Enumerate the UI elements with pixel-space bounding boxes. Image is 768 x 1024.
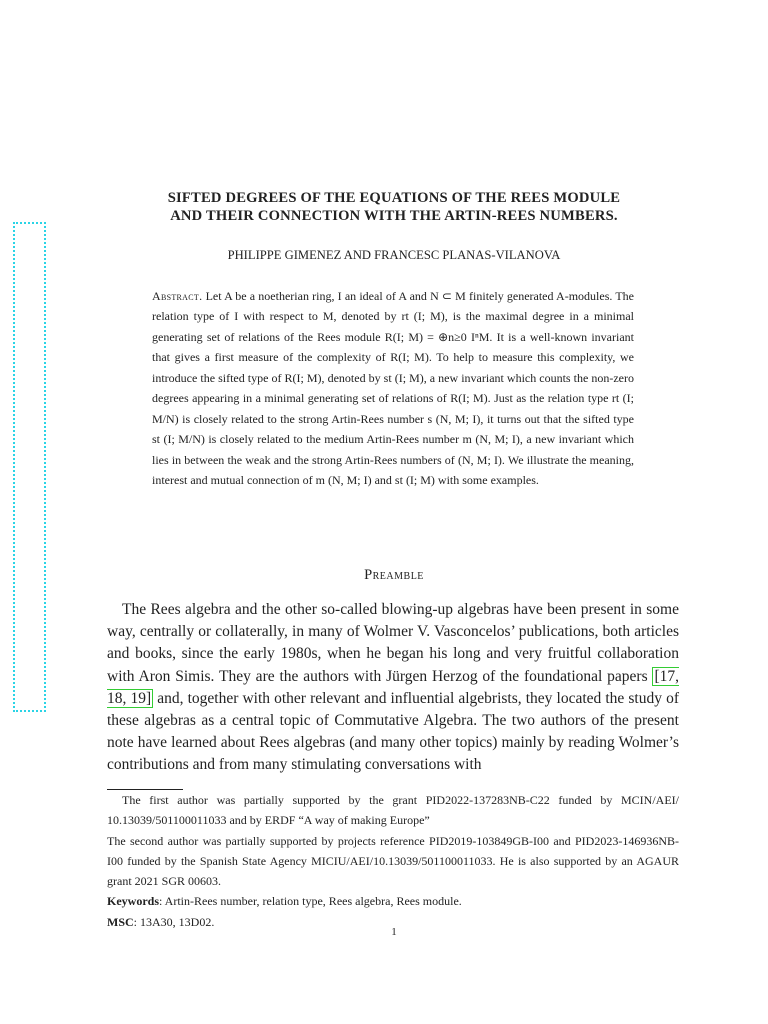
margin-link-box <box>13 222 46 712</box>
title-line-2: AND THEIR CONNECTION WITH THE ARTIN-REES NUMBERS. <box>170 208 618 224</box>
abstract <box>152 286 634 491</box>
msc-label: MSC <box>107 914 134 929</box>
preamble-text-2: and, together with other relevant and influential algebrists, they located the study of these algebras as a central topic of Commutative Algebra. The two authors of the present note have learned about Rees algebras (and many other topics) mainly by reading Wolmer’s contributions and from many stimulating conversations with <box>107 689 679 774</box>
abstract-label: Abstract. <box>152 289 203 303</box>
preamble-paragraph <box>107 599 679 777</box>
author-names: PHILIPPE GIMENEZ AND FRANCESC PLANAS-VILANOVA <box>227 248 561 262</box>
paper-title <box>100 189 688 225</box>
page-number: 1 <box>391 926 397 938</box>
keywords-label: Keywords <box>107 894 159 909</box>
preamble-text-1: The Rees algebra and the other so-called blowing-up algebras have been present in some way, centrally or collaterally, in many of Wolmer V. Vasconcelos’ publications, both articles and books, since the early 1980s, when he began his long and very fruitful collaboration with Aron Simis. They are the authors with Jürgen Herzog of the foundational papers <box>107 601 679 685</box>
title-line-1: SIFTED DEGREES OF THE EQUATIONS OF THE REES MODULE <box>167 190 621 206</box>
funding-note-2: The second author was partially supported by projects reference PID2019-103849GB-I00 and PID2023-146936NB-I00 funded by the Spanish State Agency MICIU/AEI/10.13039/501100011033. He is also supported by an AGAUR grant 2021 SGR 00603. <box>107 833 679 889</box>
abstract-text: Let A be a noetherian ring, I an ideal of A and N ⊂ M finitely generated A-modules. The relation type of I with respect to M, denoted by rt (I; M), is the maximal degree in a minimal generating set of relations of the Rees module R(I; M) = ⊕n≥0 IⁿM. It is a well-known invariant that gives a first measure of the complexity of R(I; M). To help to measure this complexity, we introduce the sifted type of R(I; M), denoted by st (I; M), a new invariant which counts the non-zero degrees appearing in a minimal generating set of relations of R(I; M). Just as the relation type rt (I; M/N) is closely related to the strong Artin-Rees number s (N, M; I), it turns out that the sifted type st (I; M/N) is closely related to the medium Artin-Rees number m (N, M; I), a new invariant which lies in between the weak and the strong Artin-Rees numbers of (N, M; I). We illustrate the meaning, interest and mutual connection of m (N, M; I) and st (I; M) with some examples. <box>152 289 634 488</box>
abstract-paragraph <box>152 286 634 491</box>
keywords-line <box>107 891 679 911</box>
section-title: Preamble <box>364 567 424 583</box>
preamble-body <box>107 599 679 777</box>
citation-link[interactable]: [17, 18, 19] <box>107 667 679 707</box>
funding-note-1: The first author was partially supported by the grant PID2022-137283NB-C22 funded by MCIN/AEI/ 10.13039/501100011033 and by ERDF “A way of making Europe” <box>107 793 679 828</box>
footnotes <box>107 790 679 932</box>
keywords-text: : Artin-Rees number, relation type, Rees algebra, Rees module. <box>159 894 462 909</box>
msc-text: : 13A30, 13D02. <box>133 914 215 929</box>
